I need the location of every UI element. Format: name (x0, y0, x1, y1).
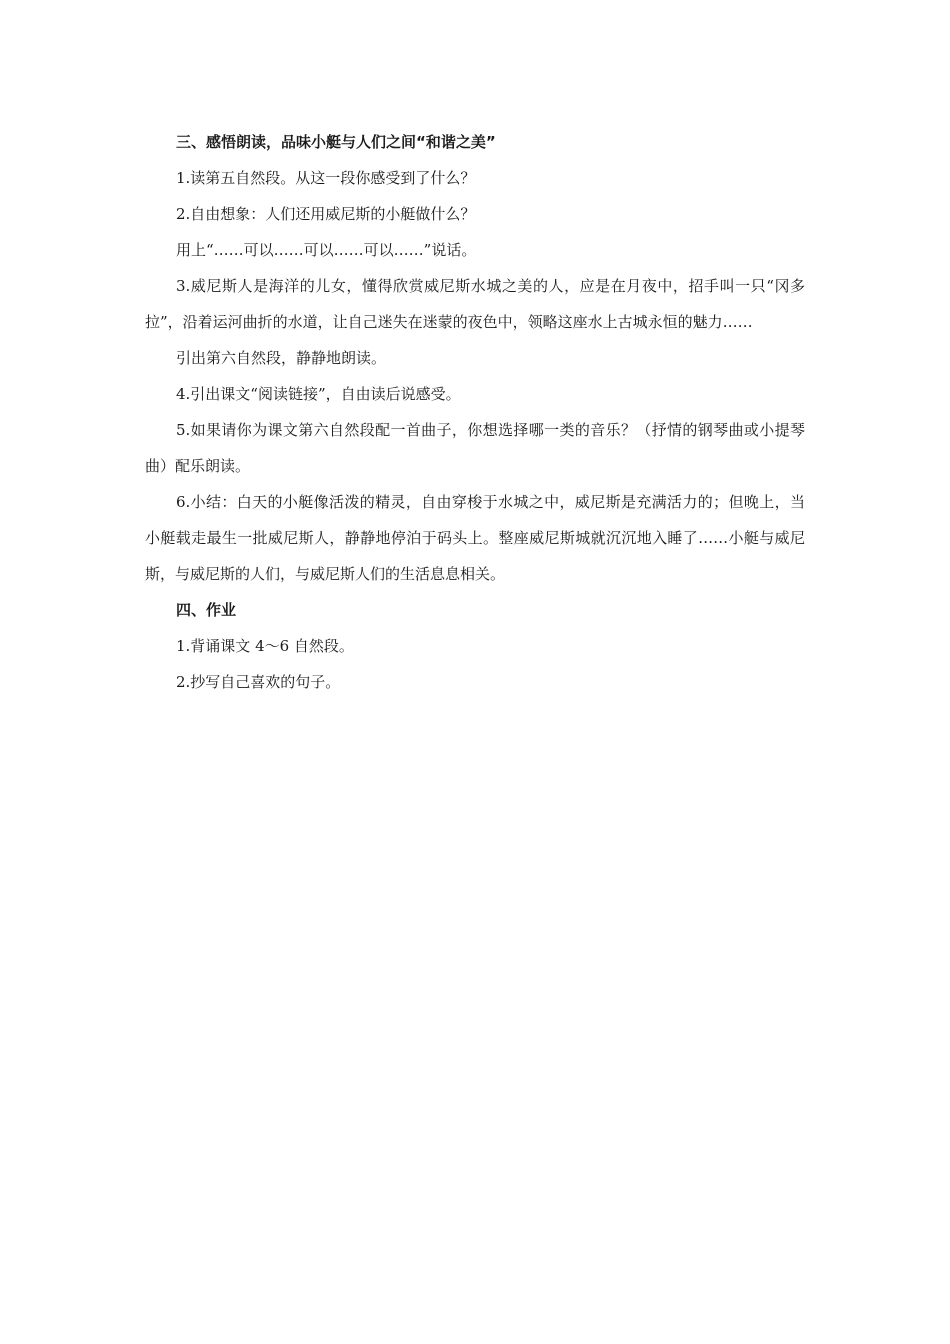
section-3-heading: 三、感悟朗读，品味小艇与人们之间“和谐之美” (176, 133, 496, 151)
section-4-item-1: 1.背诵课文 4～6 自然段。 (176, 637, 354, 655)
section-3-item-4: 4.引出课文“阅读链接”，自由读后说感受。 (176, 385, 461, 403)
section-4-heading: 四、作业 (176, 601, 237, 619)
section-4-item-2: 2.抄写自己喜欢的句子。 (176, 673, 341, 691)
section-3-item-1: 1.读第五自然段。从这一段你感受到了什么？ (176, 169, 476, 187)
section-3-item-5: 5.如果请你为课文第六自然段配一首曲子，你想选择哪一类的音乐？（抒情的钢琴曲或小提琴曲）配乐朗读。 (145, 421, 805, 475)
section-3-item-3-followup: 引出第六自然段，静静地朗读。 (176, 349, 387, 367)
document-content (145, 124, 805, 700)
section-3-item-2: 2.自由想象：人们还用威尼斯的小艇做什么？ (176, 205, 476, 223)
section-3-item-3: 3.威尼斯人是海洋的儿女，懂得欣赏威尼斯水城之美的人，应是在月夜中，招手叫一只“冈多拉”，沿着运河曲折的水道，让自己迷失在迷蒙的夜色中，领略这座水上古城永恒的魅力…… (145, 277, 805, 331)
section-3-item-6-summary: 6.小结：白天的小艇像活泼的精灵，自由穿梭于水城之中，威尼斯是充满活力的；但晚上，当小艇载走最生一批威尼斯人，静静地停泊于码头上。整座威尼斯城就沉沉地入睡了……小艇与威尼斯，与威尼斯的人们，与威尼斯人们的生活息息相关。 (145, 493, 805, 583)
section-3-item-2-prompt: 用上“……可以……可以……可以……”说话。 (176, 241, 477, 259)
